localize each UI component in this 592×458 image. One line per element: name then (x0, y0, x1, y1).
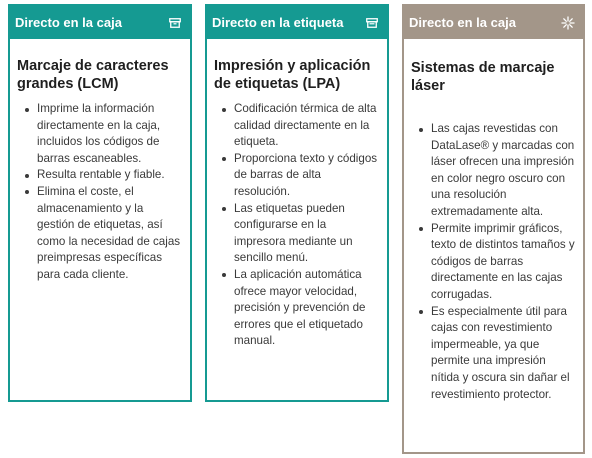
card-header-label: Directo en la caja (15, 15, 122, 30)
bullet-item: Las etiquetas pueden configurarse en la impresora mediante un sencillo menú. (234, 201, 379, 267)
card-title: Impresión y aplicación de etiquetas (LPA) (214, 58, 371, 92)
bullet-list (17, 101, 182, 284)
card-header (207, 6, 387, 39)
bullet-item: Proporciona texto y códigos de barras de alta resolución. (234, 151, 379, 201)
bullet-item: Elimina el coste, el almacenamiento y la gestión de etiquetas, así como la necesidad de cajas preimpresas específicas para cada cliente. (37, 184, 182, 284)
bullet-item: Permite imprimir gráficos, texto de distintos tamaños y códigos de barras directamente en las cajas corrugadas. (431, 221, 575, 304)
bullet-item: Las cajas revestidas con DataLase® y marcadas con láser ofrecen una impresión en color negro oscuro con una resolución extremadamente alta. (431, 121, 575, 221)
bullet-item: Es especialmente útil para cajas con revestimiento impermeable, ya que permite una impresión nítida y oscura sin dañar el revestimiento protector. (431, 304, 575, 404)
laser-burst-icon (561, 16, 575, 30)
label-icon (365, 16, 379, 30)
bullet-item: La aplicación automática ofrece mayor velocidad, precisión y prevención de errores que el etiquetado manual. (234, 267, 379, 350)
card-laser (402, 4, 585, 454)
card-header-label: Directo en la etiqueta (212, 15, 344, 30)
card-title: Marcaje de caracteres grandes (LCM) (17, 58, 169, 92)
card-lcm (8, 4, 192, 402)
card-lpa (205, 4, 389, 402)
bullet-item: Codificación térmica de alta calidad directamente en la etiqueta. (234, 101, 379, 151)
card-title: Sistemas de marcaje láser (411, 60, 555, 94)
box-icon (168, 16, 182, 30)
bullet-list (411, 121, 575, 403)
bullet-item: Resulta rentable y fiable. (37, 167, 182, 184)
card-header (10, 6, 190, 39)
card-header (404, 6, 583, 39)
card-header-label: Directo en la caja (409, 15, 516, 30)
bullet-list (214, 101, 379, 350)
bullet-item: Imprime la información directamente en la caja, incluidos los códigos de barras escaneables. (37, 101, 182, 167)
